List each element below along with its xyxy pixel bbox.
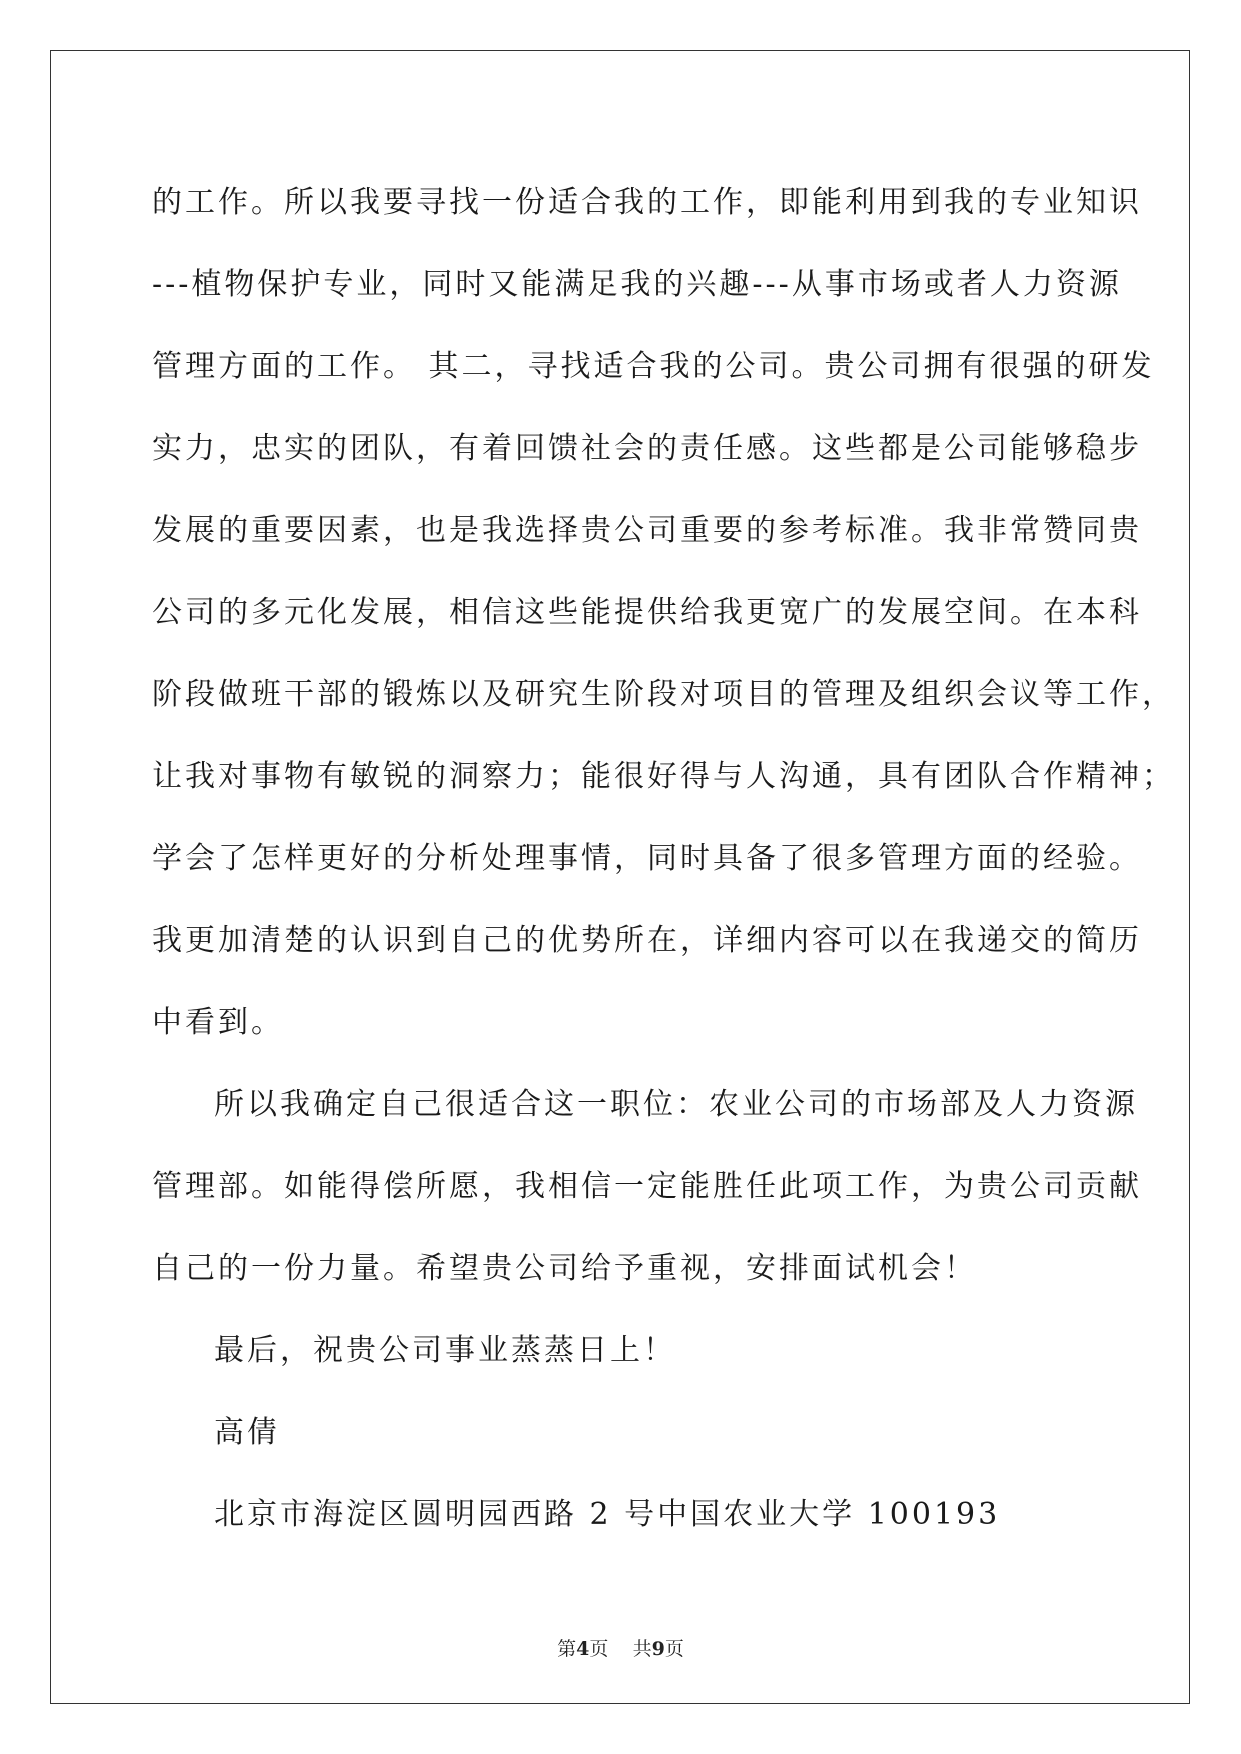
- text-line: 自己的一份力量。希望贵公司给予重视，安排面试机会！: [152, 1251, 977, 1286]
- footer-page-suffix: 页: [589, 1638, 609, 1660]
- text-line: 所以我确定自己很适合这一职位：农业公司的市场部及人力资源: [214, 1087, 1138, 1122]
- current-page-number: 4: [576, 1638, 590, 1660]
- text-line: 阶段做班干部的锻炼以及研究生阶段对项目的管理及组织会议等工作，: [152, 677, 1175, 712]
- text-line: ---植物保护专业，同时又能满足我的兴趣---从事市场或者人力资源: [152, 267, 1122, 302]
- footer-prefix: 第: [557, 1638, 577, 1660]
- text-line: 管理部。如能得偿所愿，我相信一定能胜任此项工作，为贵公司贡献: [152, 1169, 1142, 1204]
- total-page-number: 9: [651, 1638, 665, 1660]
- text-line: 中看到。: [152, 1005, 284, 1040]
- text-line: 管理方面的工作。 其二，寻找适合我的公司。贵公司拥有很强的研发: [152, 349, 1155, 384]
- text-line: 的工作。所以我要寻找一份适合我的工作，即能利用到我的专业知识: [152, 185, 1142, 220]
- letter-body: [152, 162, 1175, 1556]
- text-line: 实力，忠实的团队，有着回馈社会的责任感。这些都是公司能够稳步: [152, 431, 1142, 466]
- footer-total-suffix: 页: [664, 1638, 684, 1660]
- closing-line: 最后，祝贵公司事业蒸蒸日上！: [214, 1333, 676, 1368]
- footer-total-prefix: 共: [632, 1638, 652, 1660]
- text-line: 公司的多元化发展，相信这些能提供给我更宽广的发展空间。在本科: [152, 595, 1142, 630]
- address-line: 北京市海淀区圆明园西路 2 号中国农业大学 100193: [214, 1497, 1001, 1532]
- text-line: 发展的重要因素，也是我选择贵公司重要的参考标准。我非常赞同贵: [152, 513, 1142, 548]
- text-line: 学会了怎样更好的分析处理事情，同时具备了很多管理方面的经验。: [152, 841, 1142, 876]
- text-line: 让我对事物有敏锐的洞察力；能很好得与人沟通，具有团队合作精神；: [152, 759, 1175, 794]
- signature-name: 高倩: [214, 1415, 280, 1450]
- page-footer: [0, 1634, 1241, 1661]
- text-line: 我更加清楚的认识到自己的优势所在，详细内容可以在我递交的简历: [152, 923, 1142, 958]
